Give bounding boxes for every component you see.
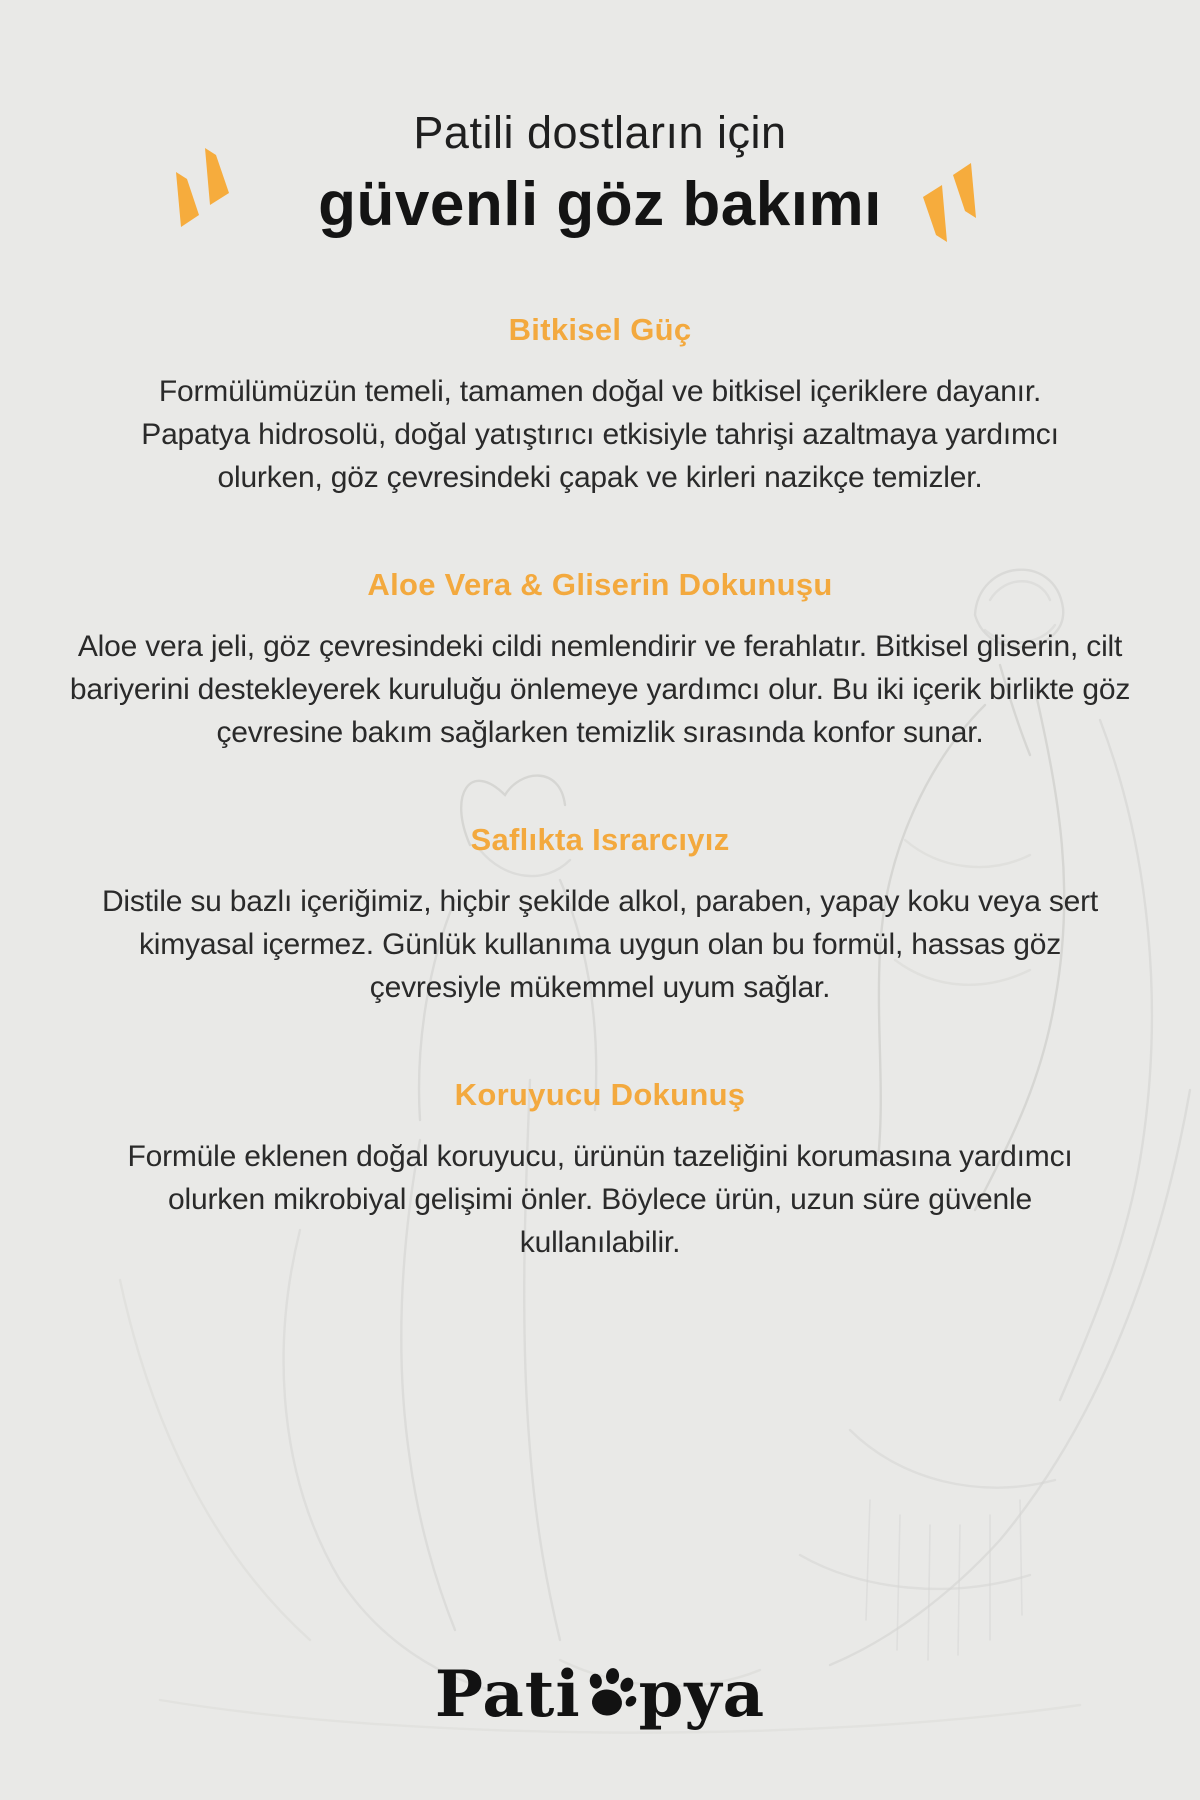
- section-saflikta-israrciyiz: [95, 818, 1105, 1009]
- brand-logo: [0, 1657, 1200, 1732]
- section-aloe-vera-gliserin: [55, 563, 1145, 754]
- section-heading: Koruyucu Dokunuş: [454, 1077, 746, 1112]
- brand-text-prefix: Pati: [434, 1657, 581, 1732]
- section-koruyucu-dokunus: [90, 1073, 1110, 1264]
- section-body: Formüle eklenen doğal koruyucu, ürünün tazeliğini korumasına yardımcı olurken mikrobiyal gelişimi önler. Böylece ürün, uzun süre güvenle kullanılabilir.: [127, 1140, 1073, 1259]
- title-subline: Patili dostların için: [413, 107, 787, 158]
- section-heading: Saflıkta Israrcıyız: [470, 822, 730, 857]
- page-title: güvenli göz bakımı: [318, 170, 882, 239]
- section-body: Aloe vera jeli, göz çevresindeki cildi nemlendirir ve ferahlatır. Bitkisel gliserin, cilt bariyerini destekleyerek kuruluğu önlemeye yardımcı olur. Bu iki içerik birlikte göz çevresine bakım sağlarken temizlik sırasında konfor sunar.: [69, 630, 1131, 749]
- section-bitkisel-guc: [140, 308, 1060, 499]
- paw-print-icon: [573, 1657, 644, 1743]
- quote-close-icon: [922, 158, 984, 247]
- section-heading: Aloe Vera & Gliserin Dokunuşu: [367, 567, 833, 602]
- section-heading: Bitkisel Güç: [508, 312, 692, 347]
- quote-open-icon: [168, 148, 230, 237]
- section-body: Distile su bazlı içeriğimiz, hiçbir şekilde alkol, paraben, yapay koku veya sert kimyasal içermez. Günlük kullanıma uygun olan bu formül, hassas göz çevresiyle mükemmel uyum sağlar.: [101, 885, 1099, 1004]
- section-body: Formülümüzün temeli, tamamen doğal ve bitkisel içeriklere dayanır. Papatya hidrosolü, doğal yatıştırıcı etkisiyle tahrişi azaltmaya yardımcı olurken, göz çevresindeki çapak ve kirleri nazikçe temizler.: [141, 375, 1059, 494]
- brand-text-suffix: pya: [638, 1657, 766, 1732]
